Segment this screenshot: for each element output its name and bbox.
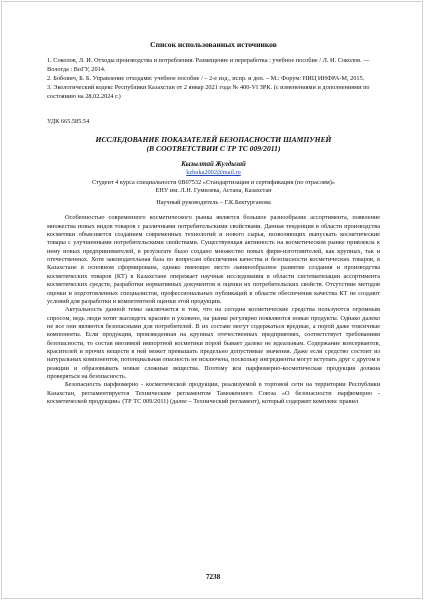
body-paragraph: Безопасность парфюмерно - косметической продукции, реализуемой в торговой сети на территории Республики Казахстан, регламентируется Техническим регламентом Таможенного Союза «О безопасности парфюмерно - косметической продукции» (ТР ТС 009/2011) (далее – Технический регламент), который содержит комплекс правил [47, 381, 380, 405]
udc-code: УДК 665.585.54 [47, 117, 90, 125]
references-heading: Список использованных источников [150, 40, 277, 49]
reference-item: 2. Бобович, Б. Б. Управление отходами: учебное пособие / – 2-е изд., испр. и доп. – М.: Форум: НИЦ ИНФРА-М, 2015. [47, 74, 365, 82]
author-email-link[interactable]: kzhuka2002@mail.ru [186, 168, 241, 176]
affiliation-line: Студент 4 курса специальности 6В07532 «Стандартизация и сертификация (по отраслям)» [91, 178, 336, 186]
page-number: 7238 [205, 573, 221, 581]
supervisor: Научный руководитель – Г.К.Бектурганова [156, 198, 271, 206]
page-content [47, 40, 380, 406]
author-affiliation [47, 179, 380, 196]
article-title-line: (В СООТВЕТСТВИИ С ТР ТС 009/2011) [146, 143, 281, 153]
body-paragraph: Актуальность данной темы заключается в том, что на сегодня косметические средства пользуются огромным спросом, ведь люди хотят выглядеть красиво и ухожено, на рынке регулярно появляются новые продукты. Однако далеко не все они являются безопасными для потребителей. В их составе могут содержаться вредные, а порой даже токсичные компоненты. Если продукция, произведенная на крупных отечественных предприятиях, соответствует требованиям безопасности, то состав ввозимой импортной косметики порой бывает далеко не идеальным. Содержание консервантов, красителей и прочих веществ в ней может превышать предельно допустимые значения. Даже если средство состоит из натуральных компонентов, потенциальная опасность не исключена, поскольку ингредиенты могут вступать друг с другом в реакции и образовывать новые сложные вещества. Поэтому вся парфюмерно-косметическая продукция должна проверяться на безопасность. [47, 306, 380, 380]
affiliation-line: ЕНУ им. Л.Н. Гумилева, Астана, Казахстан [155, 187, 272, 195]
author-name: Кызылтай Жулдызай [181, 160, 246, 168]
article-title [47, 135, 380, 153]
reference-item: 3. Экологический кодекс Республики Казахстан от 2 январ 2021 года № 400-VI ЗРК. (с изменениями и дополнениями по состоянию на 28.02.2024 г.) [47, 84, 370, 100]
article-body [47, 214, 380, 406]
body-paragraph: Особенностью современного косметического рынка является большое разнообразие ассортимента, появление множества новых видов товаров с различными потребительскими свойствами. Данная тенденция в области производства косметики объясняется созданием современных технологий и нового сырья, позволяющих выпускать косметические товары с улучшенными потребительскими свойствами. Существующая активность на косметическом рынке привлекла к нему новых предпринимателей, в результате было создано множество новых фирм-изготовителей, как крупных, так и отечественных. Хотя законодательная база по вопросам обеспечения качества и безопасности косметических товаров, в Казахстане в основном сформирована, однако имеющее место лавинообразное развитие создания и производства косметических товаров (КТ) в Казахстане опережает научные исследования в области систематизации ассортимента косметических средств, разработки нормативных документов и оценки их потребительских свойств. Отсутствие методов оценки и подготовленных специалистов, профессиональных публикаций в области обеспечения качества КТ не создают условий для разработки и компетентной оценки этой продукции. [47, 214, 380, 305]
article-title-line: ИССЛЕДОВАНИЕ ПОКАЗАТЕЛЕЙ БЕЗОПАСНОСТИ ШАМПУНЕЙ [95, 134, 332, 144]
document-page [1, 1, 423, 599]
reference-item: 1. Соколов, Л. И. Отходы производства и потребления. Размещение и переработка : учебное пособие / Л. И. Соколов. — Вологда : ВоГУ, 2014. [47, 57, 370, 73]
